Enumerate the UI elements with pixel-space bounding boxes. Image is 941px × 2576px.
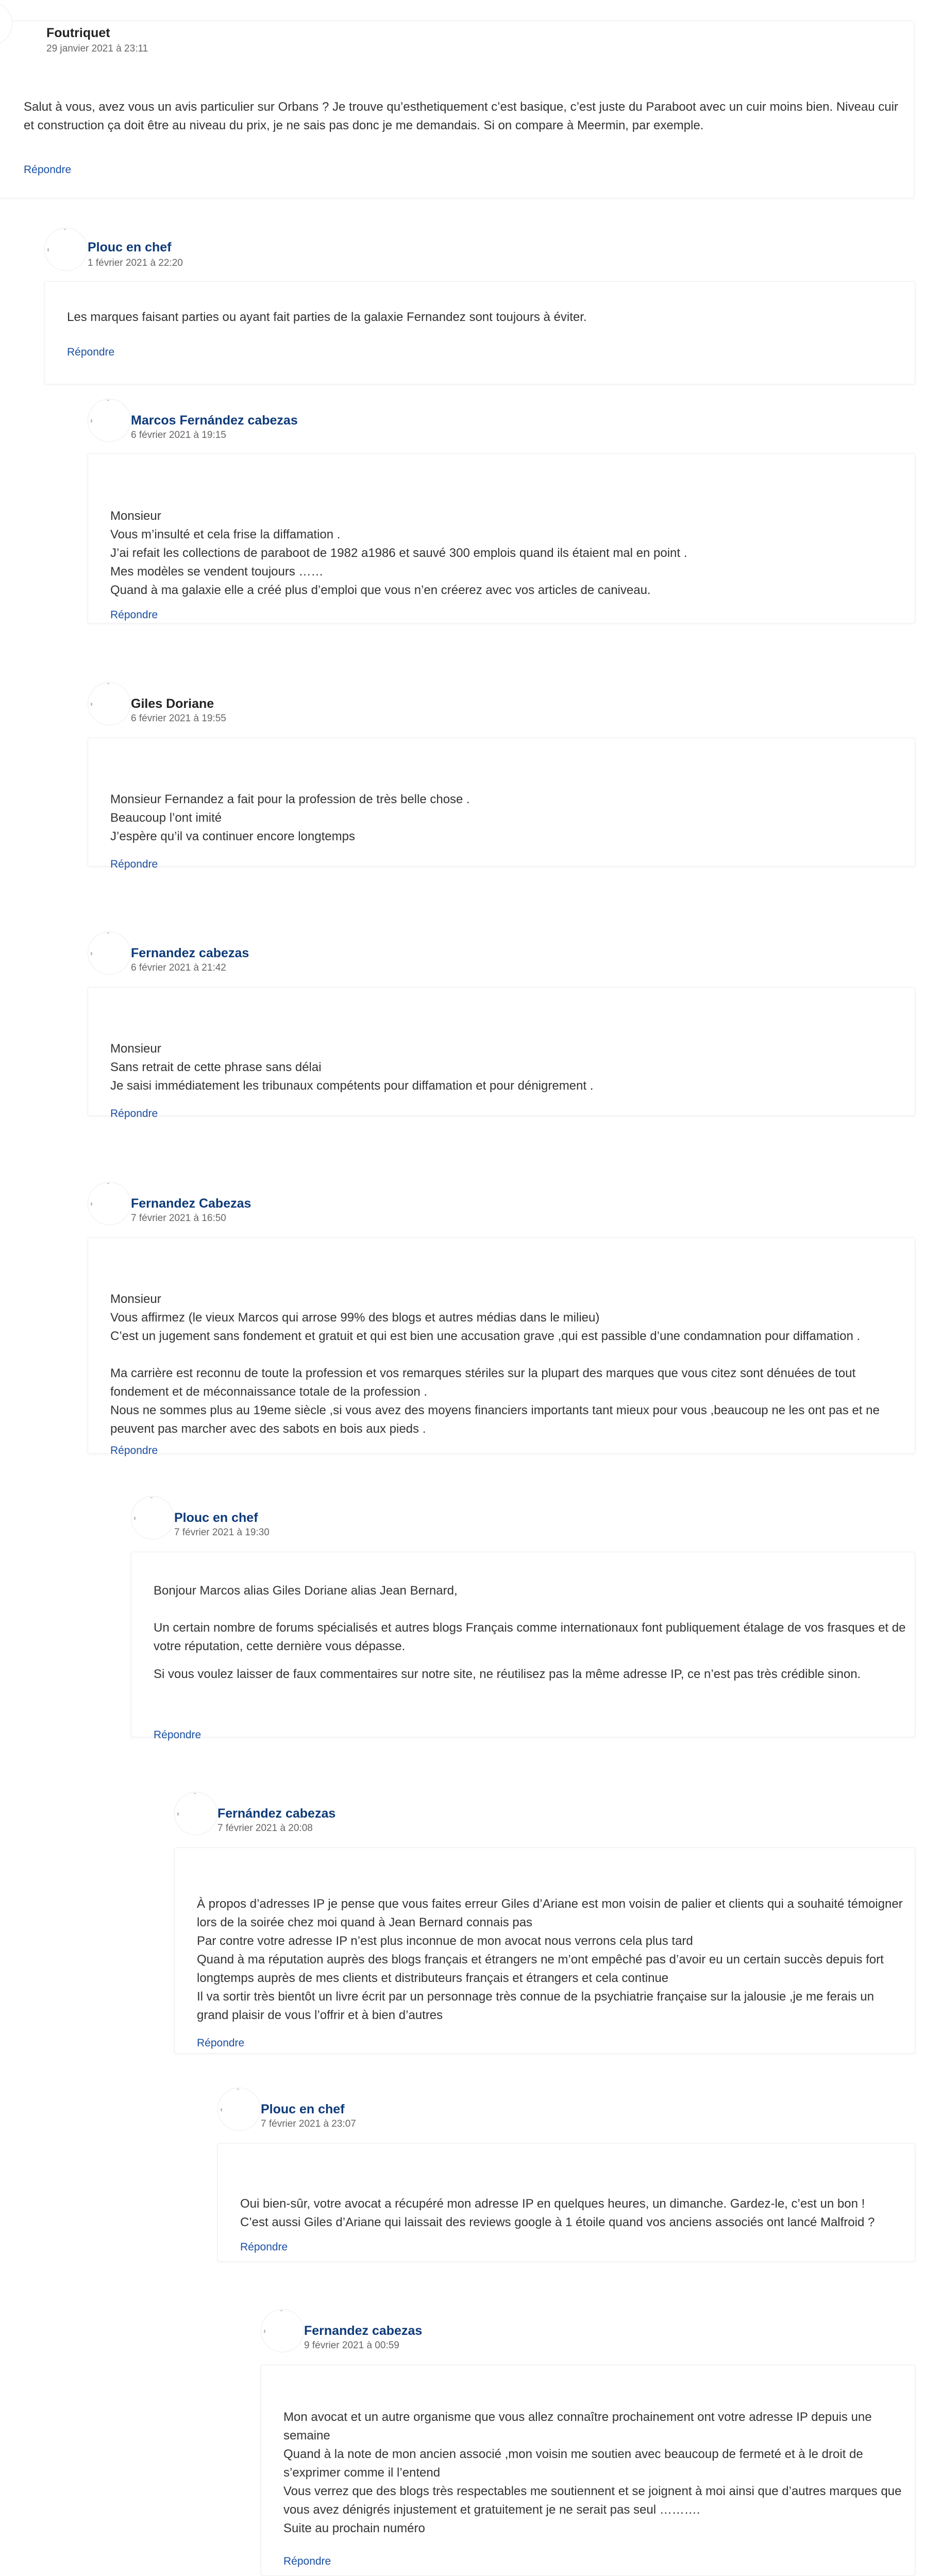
comment-date[interactable]: 7 février 2021 à 23:07 [261, 2119, 356, 2129]
comment-body [197, 1876, 908, 2043]
comment-date[interactable]: 7 février 2021 à 19:30 [174, 1527, 270, 1538]
comment-body [67, 308, 892, 327]
reply-link[interactable]: Répondre [110, 609, 158, 621]
comment-paragraph: Si vous voulez laisser de faux commentaires sur notre site, ne réutilisez pas la même adresse IP, ce n’est pas très crédible sinon. [154, 1667, 861, 1681]
reply-link[interactable]: Répondre [154, 1729, 201, 1741]
comment-date[interactable]: 6 février 2021 à 21:42 [131, 962, 226, 973]
reply-link[interactable]: Répondre [197, 2037, 245, 2049]
comment-date[interactable]: 6 février 2021 à 19:15 [131, 430, 226, 440]
comment [261, 2298, 926, 2576]
comment [174, 1781, 921, 2064]
avatar [131, 1496, 174, 1539]
comment-body [283, 2389, 902, 2556]
comment-body [240, 2176, 910, 2250]
comment-paragraph: Monsieur Vous m’insulté et cela frise la diffamation . J’ai refait les collections de paraboot de 1982 a1986 et sauvé 300 emplois quand ils étaient mal en point . Mes modèles se vendent toujours …… Quand à ma galaxie elle a créé plus d’emploi que vous n’en créerez avec vos articles de caniveau. [110, 509, 687, 597]
comment-author[interactable]: Plouc en chef [261, 2102, 345, 2116]
comment-date[interactable]: 29 janvier 2021 à 23:11 [46, 43, 148, 54]
comment [88, 920, 917, 1126]
comment-author[interactable]: Fernandez cabezas [304, 2324, 423, 2338]
comment-body [154, 1582, 906, 1684]
comment [44, 216, 920, 386]
avatar [88, 399, 131, 442]
comment-paragraph: Les marques faisant parties ou ayant fait parties de la galaxie Fernandez sont toujours à éviter. [67, 310, 587, 324]
comment [0, 0, 928, 201]
avatar [88, 1182, 131, 1225]
comment-paragraph: À propos d’adresses IP je pense que vous faites erreur Giles d’Ariane est mon voisin de palier et clients qui a souhaité témoigner lors de la soirée chez moi quand à Jean Bernard connais pas Par contre votre adresse IP n’est plus inconnue de mon avocat nous verrons cela plus tard Quand à ma réputation auprès des blogs français et étrangers ne m’ont empêché pas d’avoir eu un certain succès depuis fort longtemps auprès de mes clients et distributeurs français et étrangers et cela continue Il va sortir très bientôt un livre écrit par un personnage très connue de la psychiatrie française sur la jalousie ,je me ferais un grand plaisir de vous l’offrir et à bien d’autres [197, 1897, 903, 2022]
avatar [174, 1792, 217, 1835]
comment-paragraph: Salut à vous, avez vous un avis particulier sur Orbans ? Je trouve qu’esthetiquement c’est basique, c’est juste du Paraboot avec un cuir moins bien. Niveau cuir et construction ça doit être au niveau du prix, je ne sais pas donc je me demandais. Si on compare à Meermin, par exemple. [24, 100, 898, 132]
reply-link[interactable]: Répondre [283, 2555, 331, 2567]
comment-date[interactable]: 7 février 2021 à 20:08 [217, 1823, 313, 1834]
reply-link[interactable]: Répondre [24, 164, 72, 176]
comment-date[interactable]: 1 février 2021 à 22:20 [88, 258, 183, 268]
avatar [217, 2088, 261, 2131]
reply-link[interactable]: Répondre [110, 1445, 158, 1456]
avatar [88, 931, 131, 975]
avatar [88, 682, 131, 725]
comment [88, 387, 917, 635]
comment-author[interactable]: Marcos Fernández cabezas [131, 413, 298, 428]
comment-body [110, 488, 883, 618]
comment [131, 1485, 919, 1758]
comment-author[interactable]: Plouc en chef [88, 240, 172, 255]
comment [88, 1171, 917, 1459]
comment-paragraph: Bonjour Marcos alias Giles Doriane alias Jean Bernard, [154, 1584, 458, 1598]
comment-date[interactable]: 6 février 2021 à 19:55 [131, 713, 226, 724]
comment-body [110, 1021, 883, 1114]
comment-date[interactable]: 7 février 2021 à 16:50 [131, 1213, 226, 1224]
comment-paragraph: Mon avocat et un autre organisme que vous allez connaître prochainement ont votre adresse IP depuis une semaine Quand à la note de mon ancien associé ,mon voisin me soutien avec beaucoup de fermeté et à le droit de s’exprimer comme il l’entend Vous verrez que des blogs très respectables me soutiennent et se joignent à moi ainsi que d’autres marques que vous avez dénigrés injustement et gratuitement je ne serait pas seul ………. Suite au prochain numéro [283, 2410, 902, 2535]
comment-body [110, 772, 883, 865]
comment-author[interactable]: Fernandez Cabezas [131, 1196, 251, 1211]
comment-paragraph: Ma carrière est reconnu de toute la profession et vos remarques stériles sur la plupart des marques que vous citez sont dénuées de tout fondement et de méconnaissance totale de la profession . Nous ne sommes plus au 19eme siècle ,si vous avez des moyens financiers importants tant mieux pour vous ,beaucoup ne les ont pas et ne peuvent pas marcher avec des sabots en bois aux pieds . [110, 1366, 880, 1436]
comment-author[interactable]: Foutriquet [46, 26, 110, 40]
comment-paragraph: Monsieur Sans retrait de cette phrase sans délai Je saisi immédiatement les tribunaux compétents pour diffamation et pour dénigrement . [110, 1042, 594, 1093]
comment-paragraph: Oui bien-sûr, votre avocat a récupéré mon adresse IP en quelques heures, un dimanche. Gardez-le, c’est un bon ! C’est aussi Giles d’Ariane qui laissait des reviews google à 1 étoile quand vos anciens associés ont lancé Malfroid ? [240, 2197, 875, 2229]
reply-link[interactable]: Répondre [240, 2241, 288, 2253]
comment-body [110, 1272, 906, 1457]
comment-author[interactable]: Giles Doriane [131, 697, 214, 711]
comment [217, 2076, 923, 2272]
comment-paragraph: Monsieur Fernandez a fait pour la profession de très belle chose . Beaucoup l’ont imité J’espère qu’il va continuer encore longtemps [110, 792, 470, 843]
comment-author[interactable]: Fernandez cabezas [131, 946, 249, 960]
avatar [261, 2309, 304, 2352]
reply-link[interactable]: Répondre [67, 346, 115, 358]
comment-body [24, 98, 900, 135]
avatar [44, 228, 88, 271]
reply-link[interactable]: Répondre [110, 1108, 158, 1120]
comment-paragraph: Monsieur Vous affirmez (le vieux Marcos qui arrose 99% des blogs et autres médias dans le milieu) C’est un jugement sans fondement et gratuit et qui est bien une accusation grave ,qui est passible d’une condamnation pour diffamation . [110, 1292, 861, 1343]
comment-author[interactable]: Plouc en chef [174, 1511, 258, 1525]
comment-box [44, 281, 915, 384]
comment [88, 671, 917, 877]
reply-link[interactable]: Répondre [110, 858, 158, 870]
comment-author[interactable]: Fernández cabezas [217, 1806, 336, 1821]
comment-paragraph: Un certain nombre de forums spécialisés et autres blogs Français comme internationaux font publiquement étalage de vos frasques et de votre réputation, cette dernière vous dépasse. [154, 1621, 906, 1653]
comment-date[interactable]: 9 février 2021 à 00:59 [304, 2340, 399, 2351]
